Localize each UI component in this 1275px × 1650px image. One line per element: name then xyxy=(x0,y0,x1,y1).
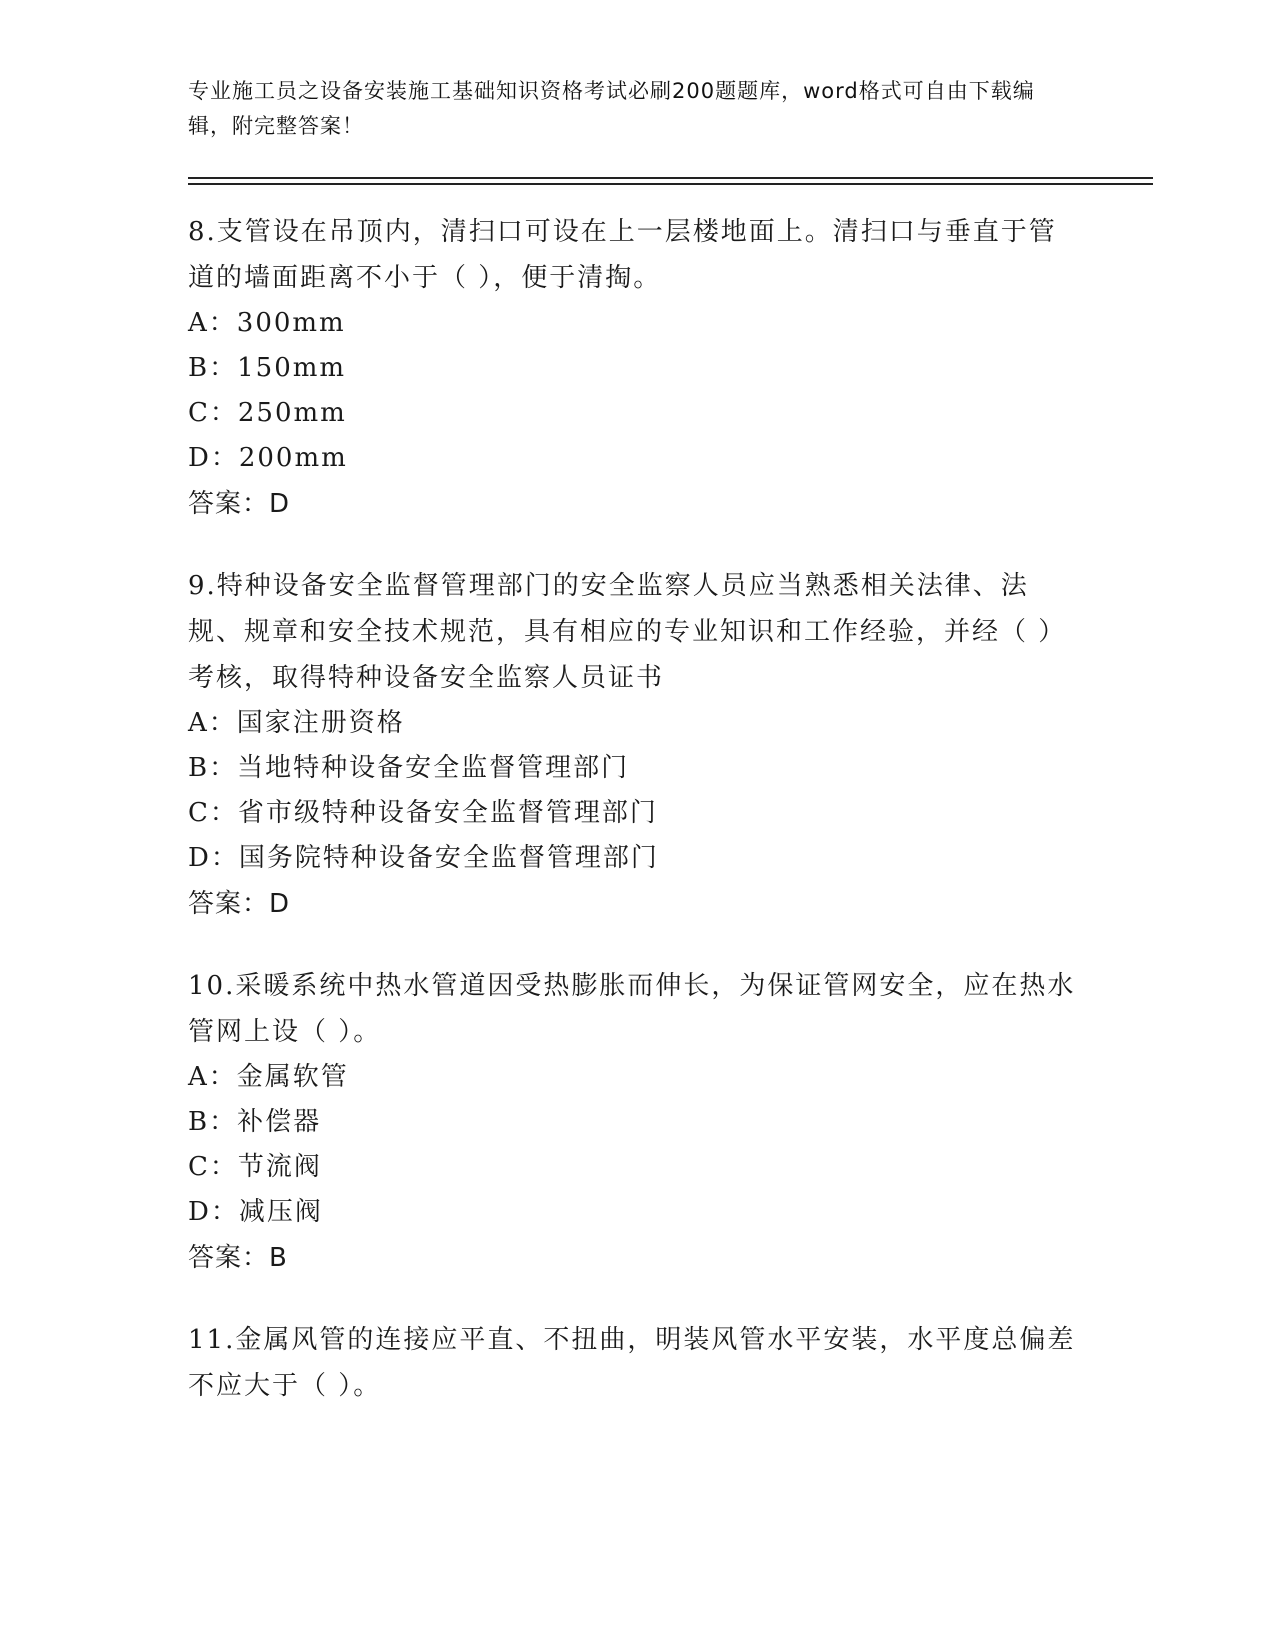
option-c: C：250mm xyxy=(188,398,347,428)
question-stem: 11.金属风管的连接应平直、不扭曲，明装风管水平安装，水平度总偏差不应大于（ ）。 xyxy=(188,1325,1076,1401)
option-d: D：200mm xyxy=(188,443,348,473)
question-stem: 9.特种设备安全监督管理部门的安全监察人员应当熟悉相关法律、法规、规章和安全技术规范，具有相应的专业知识和工作经验，并经（ ）考核，取得特种设备安全监察人员证书 xyxy=(188,571,1067,693)
option-c: C：省市级特种设备安全监督管理部门 xyxy=(188,798,658,828)
answer-label: 答案：D xyxy=(188,889,291,919)
document-header: 专业施工员之设备安装施工基础知识资格考试必刷200题题库，word格式可自由下载编辑，附完整答案！ xyxy=(188,79,1035,138)
option-a: A：金属软管 xyxy=(188,1062,349,1092)
question-10 xyxy=(188,963,1078,1281)
option-a: A：国家注册资格 xyxy=(188,708,405,738)
option-d: D：减压阀 xyxy=(188,1197,323,1227)
header-rule-top xyxy=(188,177,1153,179)
option-b: B：150mm xyxy=(188,353,347,383)
question-11 xyxy=(188,1317,1078,1409)
option-c: C：节流阀 xyxy=(188,1152,322,1182)
question-stem: 10.采暖系统中热水管道因受热膨胀而伸长，为保证管网安全，应在热水管网上设（ ）。 xyxy=(188,971,1076,1047)
option-b: B：补偿器 xyxy=(188,1107,322,1137)
header-rule-bottom xyxy=(188,183,1153,185)
question-8 xyxy=(188,209,1078,527)
option-b: B：当地特种设备安全监督管理部门 xyxy=(188,753,630,783)
question-list xyxy=(188,209,1078,1445)
answer-label: 答案：D xyxy=(188,489,291,519)
option-a: A：300mm xyxy=(188,308,346,338)
answer-label: 答案：B xyxy=(188,1243,288,1273)
question-9 xyxy=(188,563,1078,927)
question-stem: 8.支管设在吊顶内，清扫口可设在上一层楼地面上。清扫口与垂直于管道的墙面距离不小于（ ），便于清掏。 xyxy=(188,217,1057,293)
option-d: D：国务院特种设备安全监督管理部门 xyxy=(188,843,659,873)
